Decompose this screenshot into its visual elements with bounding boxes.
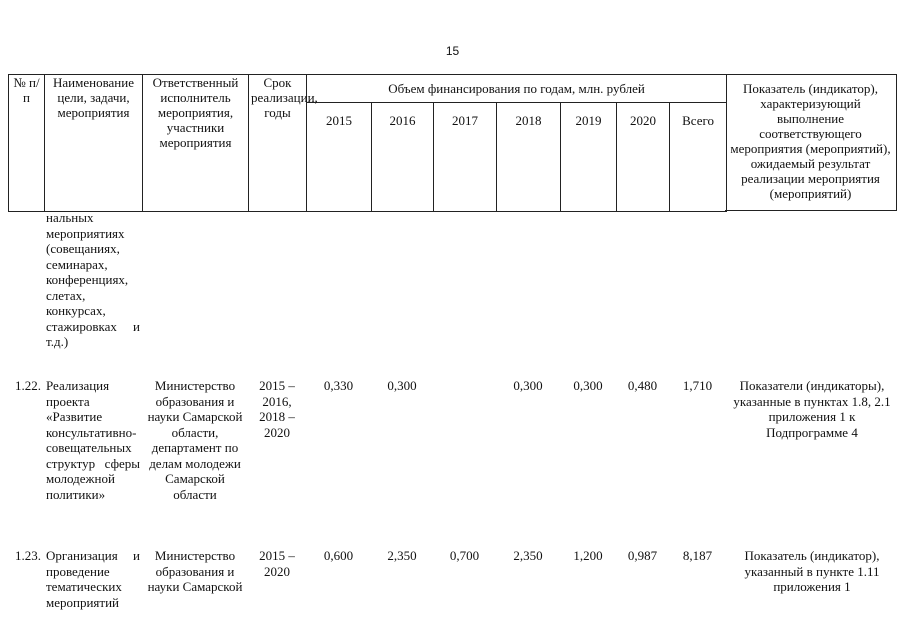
row-value-2020: 0,480: [627, 378, 658, 393]
header-financing: Объем финансирования по годам, млн. рублей: [307, 75, 727, 103]
row-name: Реализация проекта «Развитие консультативно-совещательных структур сферы молодежной политики»: [46, 378, 140, 502]
row-value-total: [669, 210, 726, 378]
row-value-2019: [560, 210, 616, 378]
row-value-2017: [433, 378, 496, 548]
row-indicator: [726, 210, 898, 378]
row-number: 1.22.: [15, 378, 41, 393]
row-executor: Министерство образования и науки Самарской: [147, 548, 243, 594]
header-term: Срок реализации, годы: [249, 75, 307, 212]
header-num: № п/п: [9, 75, 45, 212]
row-number: [8, 210, 44, 378]
row-value-2018: [496, 210, 560, 378]
row-indicator: Показатель (индикатор), указанный в пункте 1.11 приложения 1: [744, 548, 880, 594]
row-value-total: 1,710: [682, 378, 713, 393]
row-value-2019: 0,300: [573, 378, 603, 393]
row-executor: Министерство образования и науки Самарской области, департамент по делам молодежи Самарской области: [147, 378, 243, 502]
header-name: Наименование цели, задачи, мероприятия: [45, 75, 143, 212]
header-year-2018: 2018: [497, 103, 561, 212]
header-indicator: Показатель (индикатор), характеризующий выполнение соответствующего мероприятия (мероприятий), ожидаемый результат реализации мероприятия (мероприятий): [725, 74, 897, 211]
table-header: [8, 74, 727, 212]
row-executor: [142, 210, 248, 378]
row-value-2015: 0,330: [323, 378, 354, 393]
header-year-2016: 2016: [372, 103, 434, 212]
table-body: [8, 210, 898, 610]
row-value-2015: [306, 210, 371, 378]
row-term: 2015 – 2020: [259, 548, 295, 579]
row-value-2020: 0,987: [627, 548, 658, 563]
row-value-2017: [433, 210, 496, 378]
row-term: [248, 210, 306, 378]
row-name: нальных мероприятиях (совещаниях, семинарах, конференциях, слетах, конкурсах, стажировках и т.д.): [46, 210, 140, 349]
header-year-2015: 2015: [307, 103, 372, 212]
row-value-2019: 1,200: [573, 548, 603, 563]
header-year-2020: 2020: [617, 103, 670, 212]
table-row: [8, 378, 898, 548]
table-row: [8, 210, 898, 378]
row-value-2017: 0,700: [449, 548, 480, 563]
row-value-2015: 0,600: [323, 548, 354, 563]
page-number: 15: [445, 44, 460, 58]
row-value-2016: 0,300: [387, 378, 417, 393]
row-number: 1.23.: [15, 548, 41, 563]
row-name: Организация и проведение тематических мероприятий: [46, 548, 140, 610]
header-year-2017: 2017: [434, 103, 497, 212]
header-year-2019: 2019: [561, 103, 617, 212]
row-value-2018: 0,300: [513, 378, 543, 393]
row-value-2018: 2,350: [513, 548, 543, 563]
row-value-2020: [616, 210, 669, 378]
row-value-2016: [371, 210, 433, 378]
row-term: 2015 – 2016, 2018 – 2020: [259, 378, 295, 440]
header-executor: Ответственный исполнитель мероприятия, участники мероприятия: [143, 75, 249, 212]
row-value-2016: 2,350: [387, 548, 417, 563]
header-total: Всего: [670, 103, 727, 212]
row-indicator: Показатели (индикаторы), указанные в пунктах 1.8, 2.1 приложения 1 к Подпрограмме 4: [733, 378, 891, 440]
table-row: [8, 548, 898, 610]
row-value-total: 8,187: [682, 548, 713, 563]
